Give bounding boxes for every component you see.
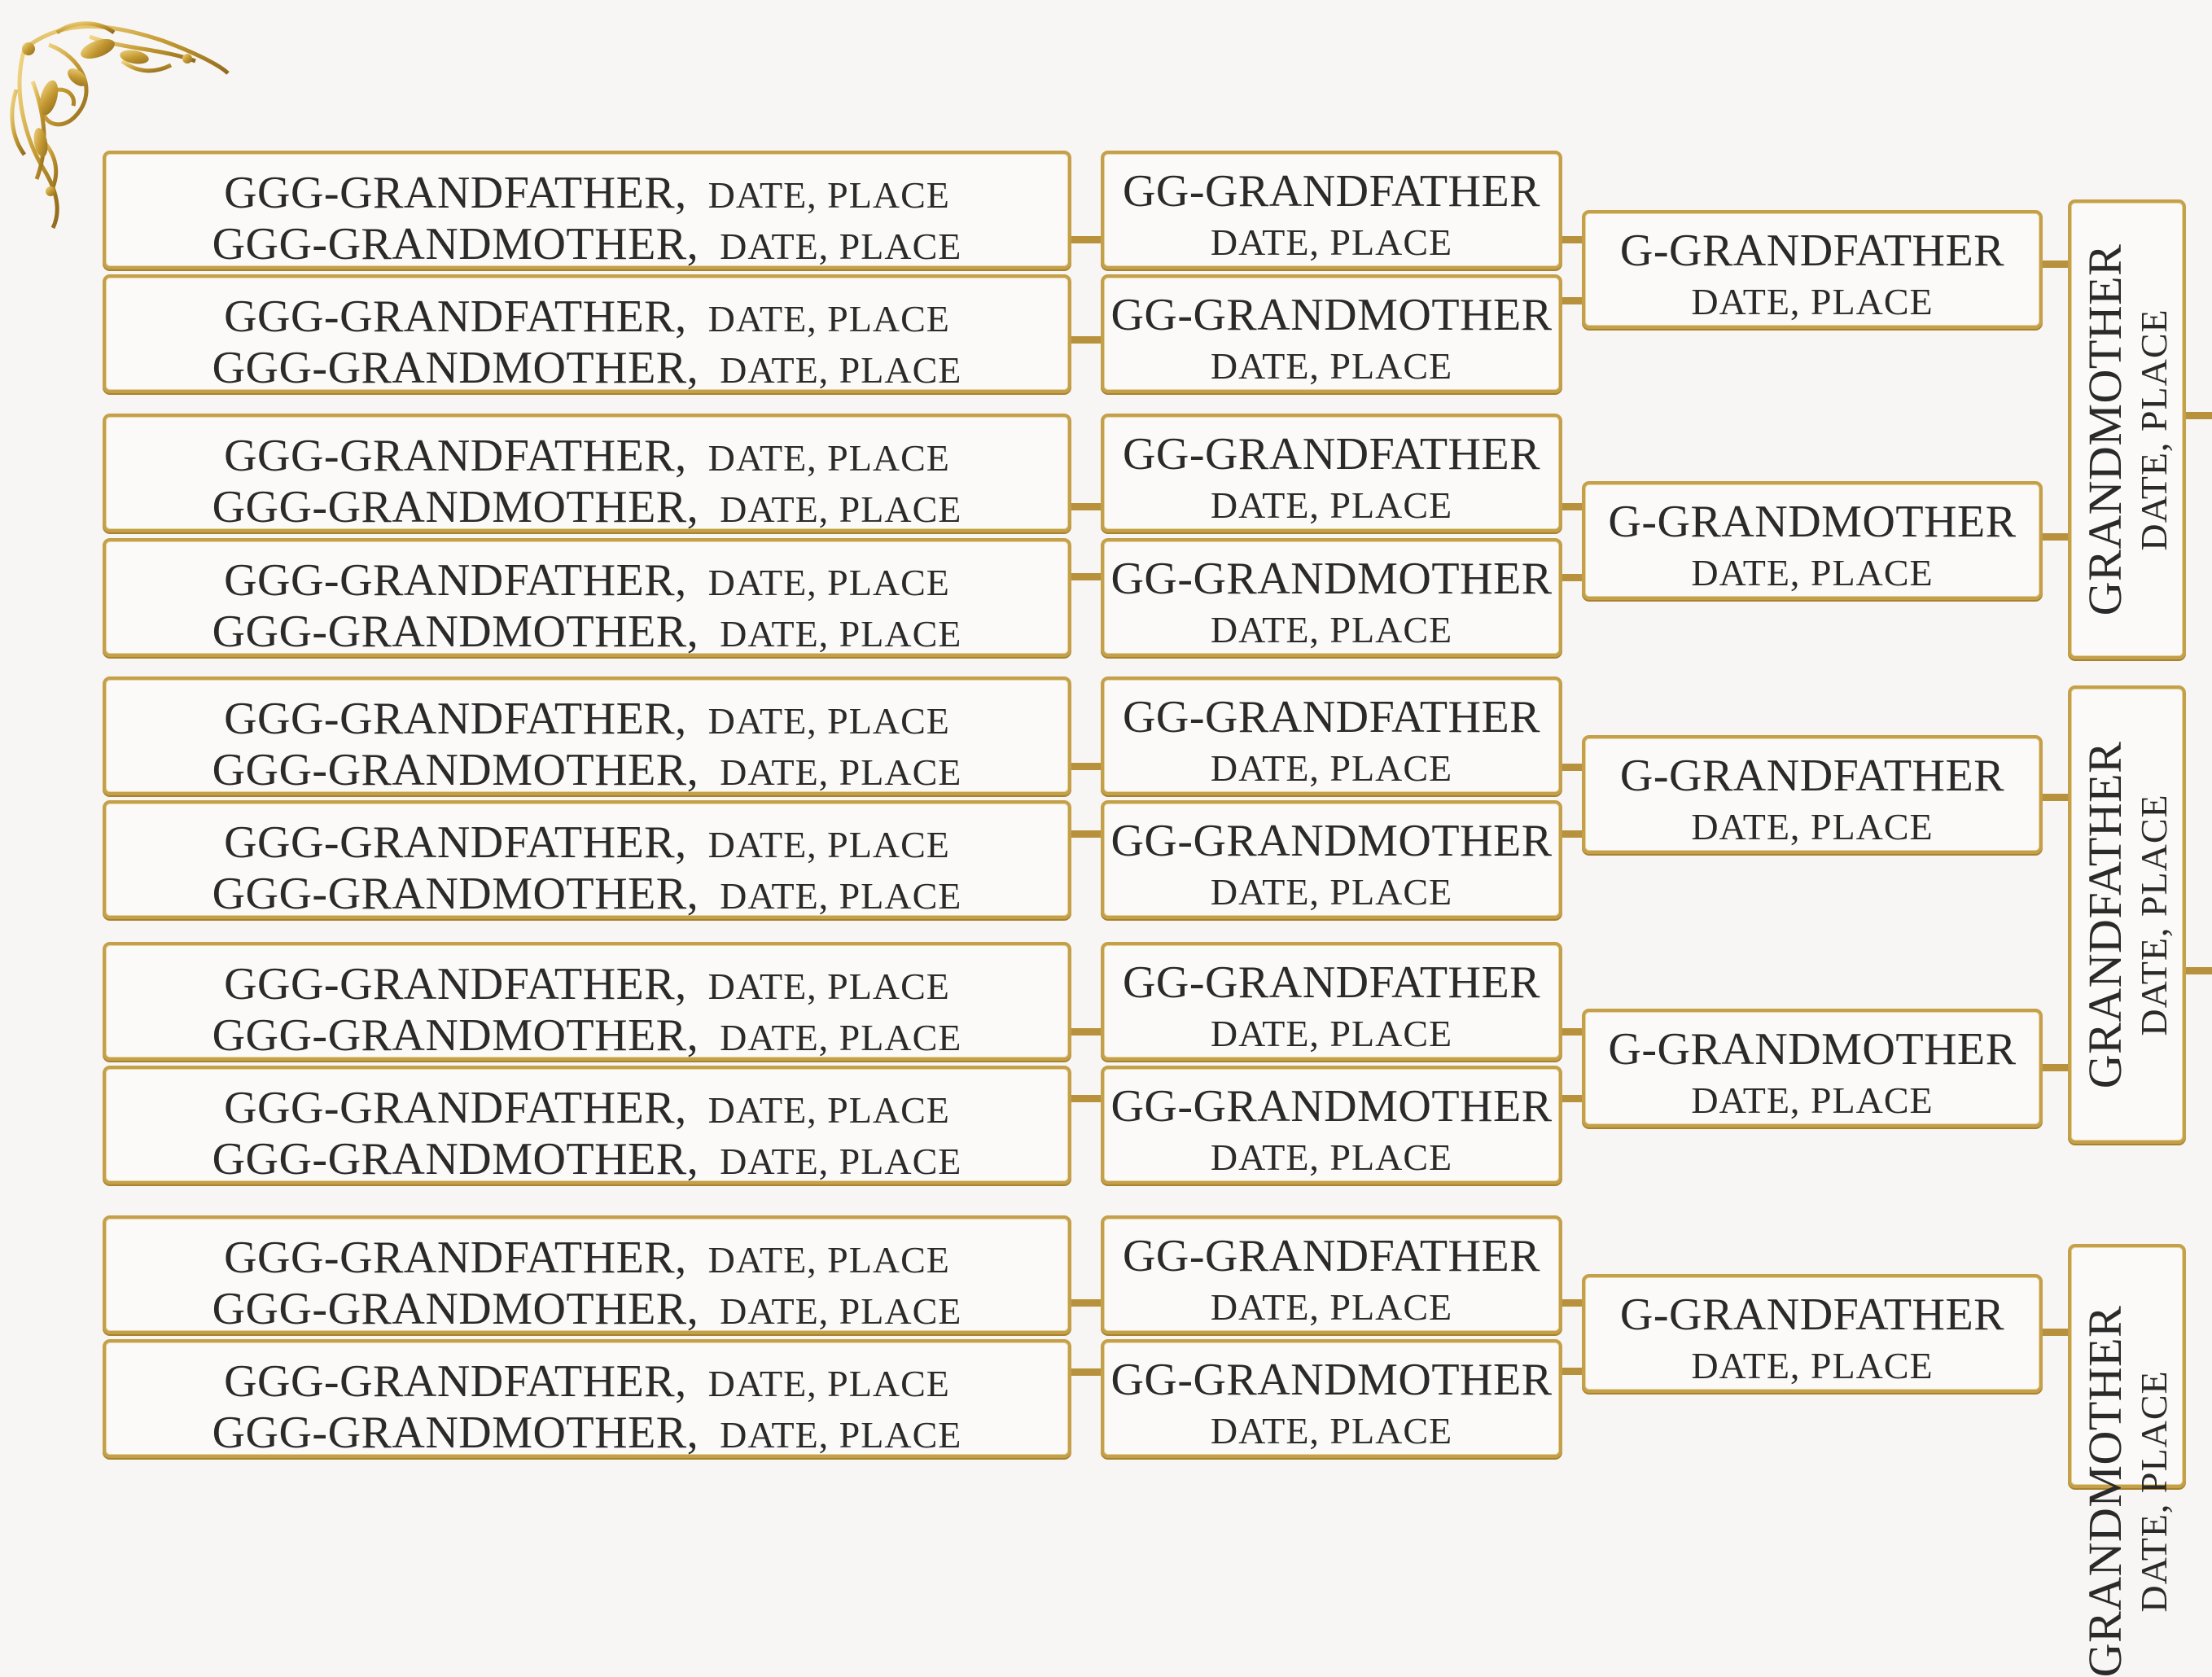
connector-line [2043, 261, 2068, 268]
connector-line [1071, 830, 1101, 838]
ggg-couple-box[interactable] [103, 1215, 1071, 1334]
ggg-couple-box[interactable] [103, 1339, 1071, 1458]
gg-grandmother-name: GG-GRANDMOTHER [1110, 1355, 1553, 1405]
date-place: DATE, PLACE [1210, 609, 1453, 650]
ggg-mother-name: GGG-GRANDMOTHER, [212, 869, 699, 919]
ggg-couple-box[interactable] [103, 151, 1071, 269]
gg-grandfather-box[interactable] [1101, 414, 1562, 532]
ggg-mother-name: GGG-GRANDMOTHER, [212, 1134, 699, 1184]
connector-line [1562, 1095, 1582, 1102]
ggg-mother-name: GGG-GRANDMOTHER, [212, 1408, 699, 1458]
ggg-mother-name: GGG-GRANDMOTHER, [212, 343, 699, 393]
connector-line [2186, 967, 2212, 974]
connector-line [1562, 236, 1582, 243]
g-grandfather-box[interactable] [1582, 1274, 2043, 1393]
grandfather-box[interactable] [2068, 685, 2186, 1144]
connector-line [1071, 236, 1101, 243]
ggg-father-name: GGG-GRANDFATHER, [224, 1233, 687, 1283]
gg-grandfather-box[interactable] [1101, 942, 1562, 1061]
date-place: DATE, PLACE [1210, 1286, 1453, 1328]
connector-line [1071, 503, 1101, 510]
gg-grandmother-name: GG-GRANDMOTHER [1110, 290, 1553, 340]
date-place: DATE, PLACE [1210, 1410, 1453, 1452]
connector-line [1562, 503, 1582, 510]
g-grandmother-box[interactable] [1582, 481, 2043, 600]
date-place: DATE, PLACE [720, 349, 962, 391]
date-place: DATE, PLACE [720, 1017, 962, 1058]
connector-line [1071, 1299, 1101, 1307]
ggg-couple-box[interactable] [103, 1066, 1071, 1184]
date-place: DATE, PLACE [720, 875, 962, 917]
ggg-couple-box[interactable] [103, 676, 1071, 795]
connector-line [1071, 1095, 1101, 1102]
date-place: DATE, PLACE [720, 488, 962, 530]
connector-line [1071, 336, 1101, 344]
gg-grandmother-box[interactable] [1101, 800, 1562, 919]
gg-grandfather-box[interactable] [1101, 676, 1562, 795]
date-place: DATE, PLACE [1210, 1013, 1453, 1054]
date-place: DATE, PLACE [707, 437, 950, 479]
g-grandmother-name: G-GRANDMOTHER [1608, 497, 2017, 547]
date-place: DATE, PLACE [1691, 806, 1934, 847]
date-place: DATE, PLACE [2132, 793, 2175, 1036]
date-place: DATE, PLACE [707, 1239, 950, 1281]
date-place: DATE, PLACE [707, 700, 950, 742]
ggg-father-name: GGG-GRANDFATHER, [224, 555, 687, 606]
date-place: DATE, PLACE [1210, 747, 1453, 789]
date-place: DATE, PLACE [720, 1414, 962, 1456]
connector-line [1071, 1028, 1101, 1036]
connector-line [1562, 574, 1582, 581]
gg-grandfather-box[interactable] [1101, 151, 1562, 269]
g-grandfather-name: G-GRANDFATHER [1619, 1289, 2005, 1340]
connector-line [1562, 764, 1582, 771]
connector-line [1071, 573, 1101, 580]
connector-line [1562, 830, 1582, 838]
grandmother-box[interactable] [2068, 1244, 2186, 1677]
g-grandfather-name: G-GRANDFATHER [1619, 225, 2005, 276]
connector-line [1562, 1028, 1582, 1036]
gg-grandfather-name: GG-GRANDFATHER [1122, 692, 1541, 742]
ggg-couple-box[interactable] [103, 538, 1071, 657]
date-place: DATE, PLACE [2132, 308, 2175, 551]
g-grandfather-name: G-GRANDFATHER [1619, 751, 2005, 801]
grandfather-name: GRANDFATHER [2078, 741, 2131, 1088]
gg-grandmother-box[interactable] [1101, 274, 1562, 393]
date-place: DATE, PLACE [1210, 1136, 1453, 1178]
ggg-couple-box[interactable] [103, 274, 1071, 393]
gg-grandfather-box[interactable] [1101, 1215, 1562, 1334]
ggg-father-name: GGG-GRANDFATHER, [224, 959, 687, 1009]
date-place: DATE, PLACE [720, 613, 962, 655]
date-place: DATE, PLACE [707, 562, 950, 603]
gg-grandmother-name: GG-GRANDMOTHER [1110, 1081, 1553, 1132]
ggg-mother-name: GGG-GRANDMOTHER, [212, 482, 699, 532]
date-place: DATE, PLACE [1691, 281, 1934, 322]
ggg-father-name: GGG-GRANDFATHER, [224, 1356, 687, 1407]
date-place: DATE, PLACE [2132, 1370, 2175, 1613]
date-place: DATE, PLACE [1210, 345, 1453, 387]
date-place: DATE, PLACE [720, 751, 962, 793]
gg-grandfather-name: GG-GRANDFATHER [1122, 429, 1541, 479]
gg-grandmother-name: GG-GRANDMOTHER [1110, 554, 1553, 604]
date-place: DATE, PLACE [707, 1363, 950, 1404]
grandmother-name: GRANDMOTHER [2078, 243, 2131, 615]
ggg-couple-box[interactable] [103, 414, 1071, 532]
connector-line [2186, 412, 2212, 419]
gg-grandfather-name: GG-GRANDFATHER [1122, 166, 1541, 217]
grandmother-name: GRANDMOTHER [2078, 1305, 2131, 1677]
connector-line [2043, 1329, 2068, 1336]
g-grandfather-box[interactable] [1582, 735, 2043, 854]
date-place: DATE, PLACE [1210, 871, 1453, 913]
ggg-mother-name: GGG-GRANDMOTHER, [212, 745, 699, 795]
date-place: DATE, PLACE [720, 1141, 962, 1182]
grandmother-box[interactable] [2068, 199, 2186, 659]
date-place: DATE, PLACE [1691, 1345, 1934, 1386]
gg-grandfather-name: GG-GRANDFATHER [1122, 957, 1541, 1008]
connector-line [1562, 1299, 1582, 1307]
date-place: DATE, PLACE [720, 1290, 962, 1332]
ggg-father-name: GGG-GRANDFATHER, [224, 1083, 687, 1133]
ggg-father-name: GGG-GRANDFATHER, [224, 291, 687, 342]
ggg-father-name: GGG-GRANDFATHER, [224, 168, 687, 218]
ggg-father-name: GGG-GRANDFATHER, [224, 431, 687, 481]
date-place: DATE, PLACE [707, 965, 950, 1007]
ggg-mother-name: GGG-GRANDMOTHER, [212, 1010, 699, 1061]
date-place: DATE, PLACE [707, 298, 950, 339]
connector-line [1562, 297, 1582, 304]
ggg-couple-box[interactable] [103, 800, 1071, 919]
ggg-father-name: GGG-GRANDFATHER, [224, 694, 687, 744]
ggg-couple-box[interactable] [103, 942, 1071, 1061]
connector-line [1071, 763, 1101, 770]
date-place: DATE, PLACE [707, 174, 950, 216]
gg-grandfather-name: GG-GRANDFATHER [1122, 1231, 1541, 1281]
g-grandmother-box[interactable] [1582, 1009, 2043, 1127]
ggg-mother-name: GGG-GRANDMOTHER, [212, 606, 699, 657]
date-place: DATE, PLACE [1691, 552, 1934, 593]
ggg-mother-name: GGG-GRANDMOTHER, [212, 1284, 699, 1334]
gg-grandmother-box[interactable] [1101, 1066, 1562, 1184]
connector-line [2043, 533, 2068, 541]
connector-line [2043, 794, 2068, 801]
date-place: DATE, PLACE [707, 1089, 950, 1131]
date-place: DATE, PLACE [720, 225, 962, 267]
connector-line [1562, 1368, 1582, 1375]
ggg-father-name: GGG-GRANDFATHER, [224, 817, 687, 868]
date-place: DATE, PLACE [1691, 1079, 1934, 1121]
g-grandmother-name: G-GRANDMOTHER [1608, 1024, 2017, 1075]
date-place: DATE, PLACE [1210, 221, 1453, 263]
gg-grandmother-box[interactable] [1101, 1339, 1562, 1458]
date-place: DATE, PLACE [707, 824, 950, 865]
gg-grandmother-name: GG-GRANDMOTHER [1110, 816, 1553, 866]
connector-line [1071, 1368, 1101, 1376]
date-place: DATE, PLACE [1210, 484, 1453, 526]
g-grandfather-box[interactable] [1582, 210, 2043, 329]
ggg-mother-name: GGG-GRANDMOTHER, [212, 219, 699, 269]
gg-grandmother-box[interactable] [1101, 538, 1562, 657]
connector-line [2043, 1064, 2068, 1071]
